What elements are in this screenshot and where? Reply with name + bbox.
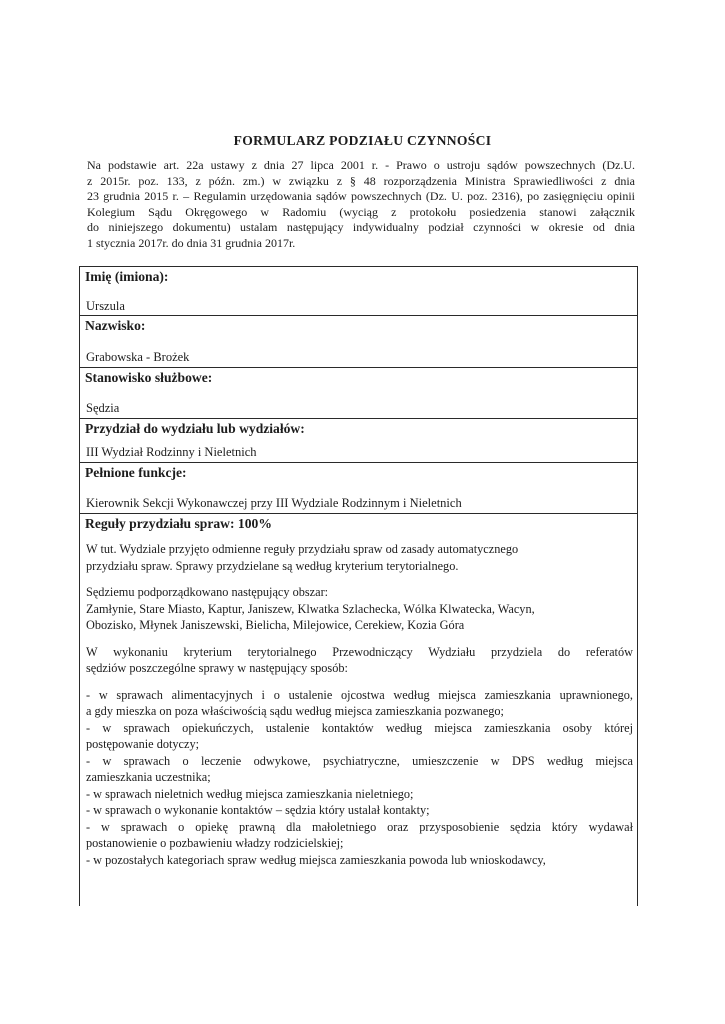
last-name-row bbox=[80, 316, 637, 368]
department-value: III Wydział Rodzinny i Nieletnich bbox=[86, 445, 257, 459]
assignment-rules-label: Reguły przydziału spraw: 100% bbox=[85, 516, 272, 531]
rules-list-item: - w sprawach nieletnich według miejsca zamieszkania nieletniego; bbox=[86, 786, 414, 801]
intro-line: Kolegium Sądu Okręgowego w Radomiu (wyciąg z protokołu posiedzenia stanowi załącznik bbox=[87, 204, 635, 219]
position-row bbox=[80, 368, 637, 419]
rules-line: W wykonaniu kryterium terytorialnego Przewodniczący Wydziału przydziela do referatów bbox=[86, 644, 633, 659]
rules-list-item: a gdy mieszka on poza właściwością sądu według miejsca zamieszkania pozwanego; bbox=[86, 704, 504, 718]
intro-line: do niniejszego dokumentu) ustalam następujący indywidualny podział czynności w okresie od dnia bbox=[87, 220, 635, 234]
rules-list bbox=[86, 687, 633, 869]
last-name-label: Nazwisko: bbox=[85, 318, 146, 333]
assignment-form-table bbox=[79, 266, 638, 906]
rules-line: Obozisko, Młynek Janiszewski, Bielicha, Milejowice, Cerekiew, Kozia Góra bbox=[86, 618, 465, 632]
rules-list-item: - w pozostałych kategoriach spraw według miejsca zamieszkania powoda lub wnioskodawcy, bbox=[86, 852, 546, 867]
rules-list-item: postanowienie o pozbawieniu władzy rodzicielskiej; bbox=[86, 836, 344, 850]
rules-paragraph-1 bbox=[86, 541, 633, 574]
functions-value: Kierownik Sekcji Wykonawczej przy III Wydziale Rodzinnym i Nieletnich bbox=[86, 496, 462, 510]
intro-line: Na podstawie art. 22a ustawy z dnia 27 lipca 2001 r. - Prawo o ustroju sądów powszechnych (Dz.U. bbox=[87, 158, 635, 172]
assignment-rules-row bbox=[80, 514, 637, 906]
rules-list-item: postępowanie dotyczy; bbox=[86, 737, 200, 751]
functions-label: Pełnione funkcje: bbox=[85, 465, 187, 480]
first-name-row bbox=[80, 267, 637, 316]
department-row bbox=[80, 419, 637, 463]
intro-line: 23 grudnia 2015 r. – Regulamin urzędowania sądów powszechnych (Dz. U. poz. 2316), po zasięgnięciu opinii bbox=[87, 189, 635, 203]
document-title: FORMULARZ PODZIAŁU CZYNNOŚCI bbox=[233, 133, 492, 148]
assignment-rules-body bbox=[80, 532, 637, 868]
rules-line: Zamłynie, Stare Miasto, Kaptur, Janiszew, Klwatka Szlachecka, Wólka Klwatecka, Wacyn, bbox=[86, 601, 535, 616]
intro-line: z 2015r. poz. 133, z późn. zm.) w związku z § 48 rozporządzenia Ministra Sprawiedliwości z dnia bbox=[87, 173, 635, 188]
rules-list-item: - w sprawach o wykonanie kontaktów – sędzia który ustalał kontakty; bbox=[86, 803, 430, 817]
rules-line: przydziału spraw. Sprawy przydzielane są według kryterium terytorialnego. bbox=[86, 558, 459, 573]
rules-paragraph-3 bbox=[86, 644, 633, 677]
rules-list-item: zamieszkania uczestnika; bbox=[86, 770, 211, 784]
rules-list-item: - w sprawach opiekuńczych, ustalenie kontaktów według miejsca zamieszkania osoby której bbox=[86, 720, 633, 735]
rules-list-item: - w sprawach o opiekę prawną dla małoletniego oraz przysposobienie sędzia który wydawał bbox=[86, 819, 633, 834]
functions-row bbox=[80, 463, 637, 514]
position-value: Sędzia bbox=[86, 401, 120, 415]
intro-line: 1 stycznia 2017r. do dnia 31 grudnia 2017r. bbox=[87, 235, 296, 250]
first-name-label: Imię (imiona): bbox=[85, 269, 169, 284]
last-name-value: Grabowska - Brożek bbox=[86, 350, 190, 364]
rules-line: Sędziemu podporządkowano następujący obszar: bbox=[86, 585, 329, 599]
rules-list-item: - w sprawach alimentacyjnych i o ustalenie ojcostwa według miejsca zamieszkania uprawnionego, bbox=[86, 687, 633, 702]
first-name-value: Urszula bbox=[86, 299, 125, 313]
rules-line: sędziów poszczególne sprawy w następujący sposób: bbox=[86, 661, 348, 675]
position-label: Stanowisko służbowe: bbox=[85, 370, 213, 385]
rules-paragraph-2 bbox=[86, 584, 633, 634]
rules-line: W tut. Wydziale przyjęto odmienne reguły przydziału spraw od zasady automatycznego bbox=[86, 542, 519, 556]
rules-list-item: - w sprawach o leczenie odwykowe, psychiatryczne, umieszczenie w DPS według miejsca bbox=[86, 753, 633, 768]
intro-paragraph bbox=[87, 158, 635, 251]
department-label: Przydział do wydziału lub wydziałów: bbox=[85, 421, 305, 436]
